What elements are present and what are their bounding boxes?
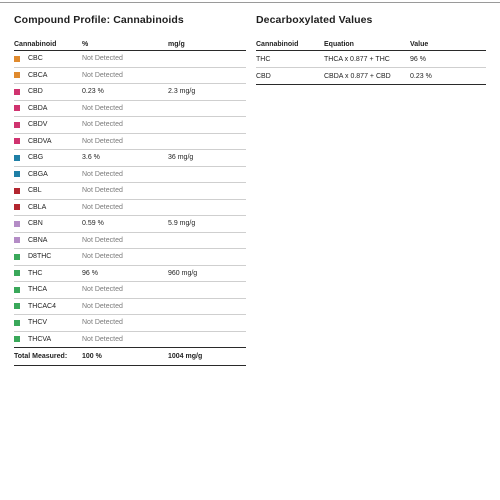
- percent-cell: Not Detected: [82, 236, 123, 244]
- cannabinoid-name: CBN: [28, 220, 43, 228]
- color-swatch-icon: [14, 336, 20, 342]
- decarb-header-value: Value: [410, 41, 429, 48]
- cannabinoid-cell: [14, 303, 82, 310]
- color-swatch-icon: [14, 138, 20, 144]
- table-row: [14, 167, 246, 184]
- color-swatch-icon: [14, 320, 20, 326]
- percent-cell: 0.23 %: [82, 88, 104, 96]
- decarb-equation-cell: CBDA x 0.877 + CBD: [324, 72, 391, 80]
- header-mgg: mg/g: [168, 41, 185, 48]
- total-row: [14, 347, 246, 366]
- cannabinoid-cell: [14, 171, 82, 178]
- cannabinoid-name: CBGA: [28, 170, 48, 178]
- color-swatch-icon: [14, 270, 20, 276]
- table-row: [14, 117, 246, 134]
- cannabinoid-name: CBCA: [28, 71, 48, 79]
- decarboxylated-table: [256, 36, 486, 85]
- header-percent: %: [82, 41, 89, 48]
- mgg-cell: 5.9 mg/g: [168, 220, 196, 228]
- cannabinoid-name: CBG: [28, 154, 44, 162]
- table-row: [14, 266, 246, 283]
- mgg-cell: 36 mg/g: [168, 154, 194, 162]
- cannabinoid-name: THCVA: [28, 335, 52, 343]
- cannabinoid-name: CBL: [28, 187, 42, 195]
- color-swatch-icon: [14, 204, 20, 210]
- percent-cell: Not Detected: [82, 121, 123, 129]
- percent-cell: Not Detected: [82, 253, 123, 261]
- table-row: [14, 249, 246, 266]
- total-label: Total Measured:: [14, 353, 68, 360]
- table-row: [14, 134, 246, 151]
- table-row: [14, 282, 246, 299]
- table-row: [14, 150, 246, 167]
- table-row: [14, 68, 246, 85]
- top-divider: [0, 2, 500, 3]
- table-row: [256, 68, 486, 85]
- table-row: [14, 233, 246, 250]
- table-row: [14, 299, 246, 316]
- percent-cell: Not Detected: [82, 55, 123, 63]
- table-row: [14, 332, 246, 349]
- cannabinoid-cell: [14, 319, 82, 326]
- cannabinoid-name: D8THC: [28, 253, 52, 261]
- cannabinoid-name: THCV: [28, 319, 48, 327]
- cannabinoid-name: CBDVA: [28, 137, 52, 145]
- cannabinoid-name: THC: [28, 269, 43, 277]
- compound-profile-title: Compound Profile: Cannabinoids: [14, 14, 184, 26]
- decarb-equation-cell: THCA x 0.877 + THC: [324, 55, 390, 63]
- percent-cell: Not Detected: [82, 137, 123, 145]
- cannabinoid-cell: [14, 204, 82, 211]
- percent-cell: Not Detected: [82, 203, 123, 211]
- cannabinoid-name: CBNA: [28, 236, 48, 244]
- cannabinoid-table-header: [14, 36, 246, 51]
- decarb-table-header: [256, 36, 486, 51]
- percent-cell: Not Detected: [82, 187, 123, 195]
- percent-cell: Not Detected: [82, 286, 123, 294]
- decarb-value-cell: 96 %: [410, 55, 426, 63]
- color-swatch-icon: [14, 171, 20, 177]
- table-row: [256, 51, 486, 68]
- cannabinoid-name: CBLA: [28, 203, 47, 211]
- cannabinoid-cell: [14, 72, 82, 79]
- percent-cell: Not Detected: [82, 302, 123, 310]
- table-row: [14, 101, 246, 118]
- color-swatch-icon: [14, 89, 20, 95]
- percent-cell: Not Detected: [82, 170, 123, 178]
- cannabinoid-cell: [14, 88, 82, 95]
- cannabinoid-name: CBD: [28, 88, 43, 96]
- cannabinoid-cell: [14, 286, 82, 293]
- table-row: [14, 183, 246, 200]
- decarboxylated-title: Decarboxylated Values: [256, 14, 373, 26]
- percent-cell: 3.6 %: [82, 154, 100, 162]
- cannabinoid-name: THCAC4: [28, 302, 57, 310]
- cannabinoid-cell: [14, 237, 82, 244]
- color-swatch-icon: [14, 254, 20, 260]
- color-swatch-icon: [14, 287, 20, 293]
- mgg-cell: 2.3 mg/g: [168, 88, 196, 96]
- percent-cell: 0.59 %: [82, 220, 104, 228]
- percent-cell: Not Detected: [82, 71, 123, 79]
- cannabinoid-name: CBDA: [28, 104, 48, 112]
- decarb-cannabinoid-cell: CBD: [256, 72, 271, 80]
- percent-cell: Not Detected: [82, 335, 123, 343]
- decarb-value-cell: 0.23 %: [410, 72, 432, 80]
- cannabinoid-table: [14, 36, 246, 366]
- cannabinoid-cell: [14, 187, 82, 194]
- table-row: [14, 84, 246, 101]
- decarb-header-cannabinoid: Cannabinoid: [256, 41, 299, 48]
- cannabinoid-cell: [14, 220, 82, 227]
- mgg-cell: 960 mg/g: [168, 269, 198, 277]
- color-swatch-icon: [14, 221, 20, 227]
- total-percent: 100 %: [82, 353, 102, 360]
- total-mgg: 1004 mg/g: [168, 353, 203, 360]
- cannabinoid-name: CBC: [28, 55, 43, 63]
- color-swatch-icon: [14, 155, 20, 161]
- cannabinoid-cell: [14, 154, 82, 161]
- table-row: [14, 216, 246, 233]
- color-swatch-icon: [14, 105, 20, 111]
- color-swatch-icon: [14, 303, 20, 309]
- table-row: [14, 51, 246, 68]
- cannabinoid-cell: [14, 138, 82, 145]
- header-cannabinoid: Cannabinoid: [14, 41, 57, 48]
- table-row: [14, 200, 246, 217]
- decarb-header-equation: Equation: [324, 41, 354, 48]
- cannabinoid-cell: [14, 105, 82, 112]
- percent-cell: Not Detected: [82, 104, 123, 112]
- percent-cell: Not Detected: [82, 319, 123, 327]
- color-swatch-icon: [14, 56, 20, 62]
- cannabinoid-cell: [14, 121, 82, 128]
- cannabinoid-cell: [14, 55, 82, 62]
- color-swatch-icon: [14, 72, 20, 78]
- decarb-cannabinoid-cell: THC: [256, 55, 271, 63]
- color-swatch-icon: [14, 122, 20, 128]
- color-swatch-icon: [14, 188, 20, 194]
- cannabinoid-name: CBDV: [28, 121, 48, 129]
- cannabinoid-name: THCA: [28, 286, 48, 294]
- color-swatch-icon: [14, 237, 20, 243]
- percent-cell: 96 %: [82, 269, 98, 277]
- cannabinoid-cell: [14, 270, 82, 277]
- cannabinoid-cell: [14, 253, 82, 260]
- table-row: [14, 315, 246, 332]
- cannabinoid-cell: [14, 336, 82, 343]
